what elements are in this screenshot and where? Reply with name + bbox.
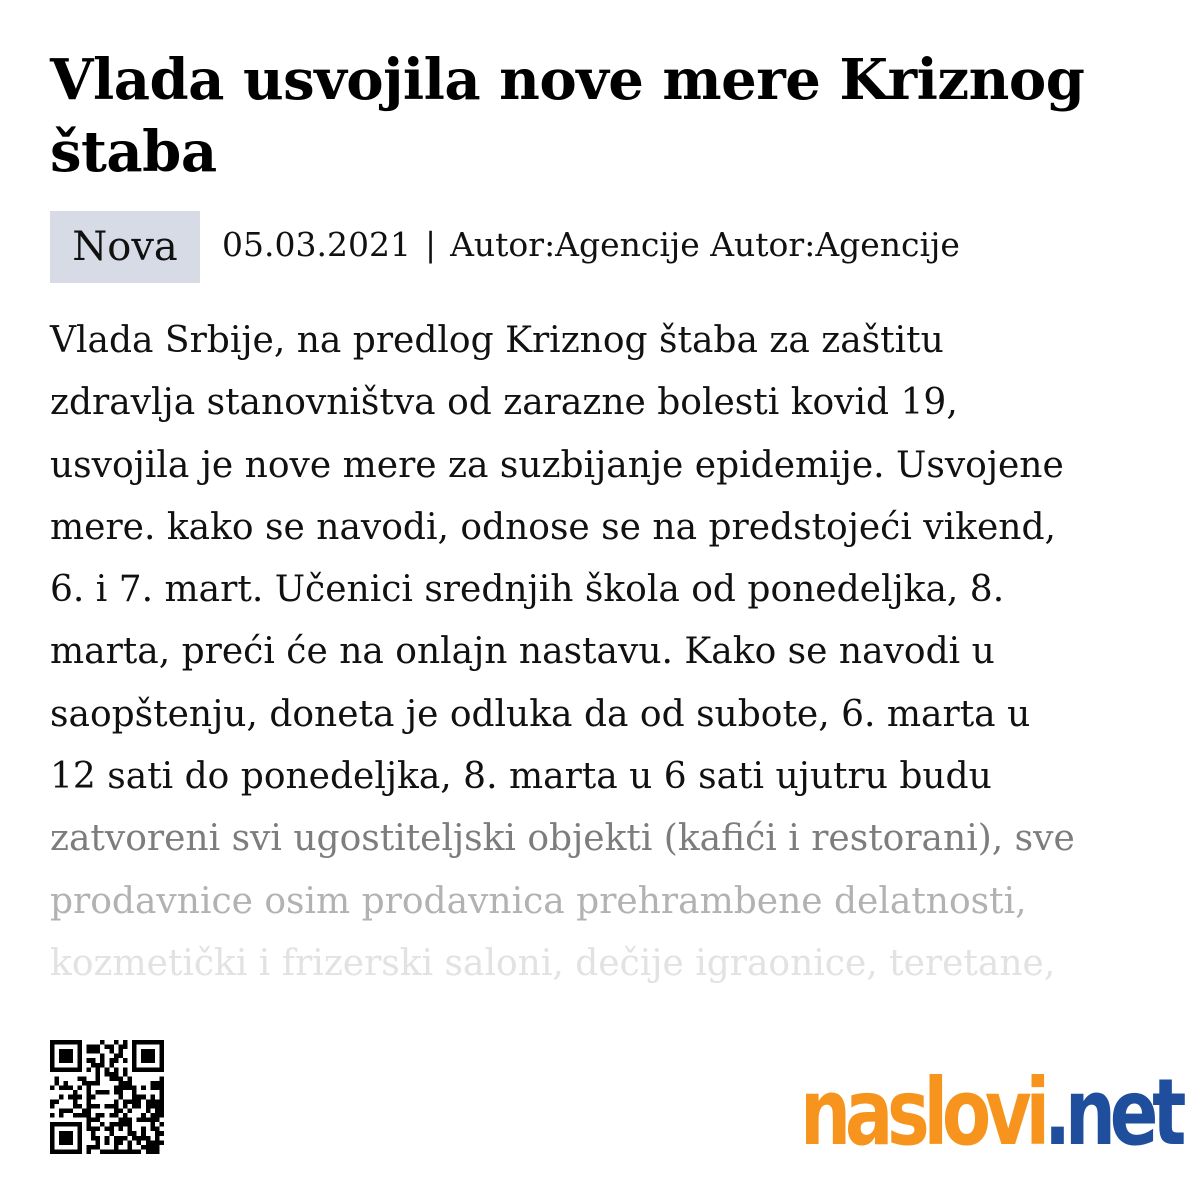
body-line: 12 sati do ponedeljka, 8. marta u 6 sati ujutru budu <box>50 756 992 798</box>
body-line: kozmetički i frizerski saloni, dečije igraonice, teretane, <box>50 942 1056 984</box>
body-line: usvojila je nove mere za suzbijanje epidemije. Usvojene <box>50 444 1064 486</box>
article-meta <box>50 211 1170 283</box>
meta-line <box>222 223 960 267</box>
body-line: prodavnice osim prodavnica prehrambene delatnosti, <box>50 880 1027 922</box>
category-badge[interactable]: Nova <box>50 211 200 283</box>
article-body <box>50 310 1170 995</box>
body-line: zatvoreni svi ugostiteljski objekti (kafići i restorani), sve <box>50 818 1075 860</box>
body-line: marta, preći će na onlajn nastavu. Kako se navodi u <box>50 631 995 673</box>
body-line: saopštenju, doneta je odluka da od subote, 6. marta u <box>50 693 1031 735</box>
article-title: Vlada usvojila nove mere Kriznog štaba <box>50 47 1085 185</box>
body-line: mere. kako se navodi, odnose se na predstojeći vikend, <box>50 506 1056 548</box>
meta-separator: | <box>424 225 437 264</box>
qr-code-icon <box>50 1040 164 1154</box>
naslovi-net-logo[interactable] <box>800 1058 1180 1168</box>
body-line: zdravlja stanovništva od zarazne bolesti kovid 19, <box>50 382 958 424</box>
author-line: Autor:Agencije Autor:Agencije <box>450 225 960 264</box>
publish-date: 05.03.2021 <box>222 225 411 264</box>
logo-text-naslovi: naslovi <box>800 1059 1044 1166</box>
logo-text-net: .net <box>1043 1059 1181 1166</box>
body-line: 6. i 7. mart. Učenici srednjih škola od ponedeljka, 8. <box>50 569 1005 611</box>
body-line: Vlada Srbije, na predlog Kriznog štaba za zaštitu <box>50 320 944 361</box>
